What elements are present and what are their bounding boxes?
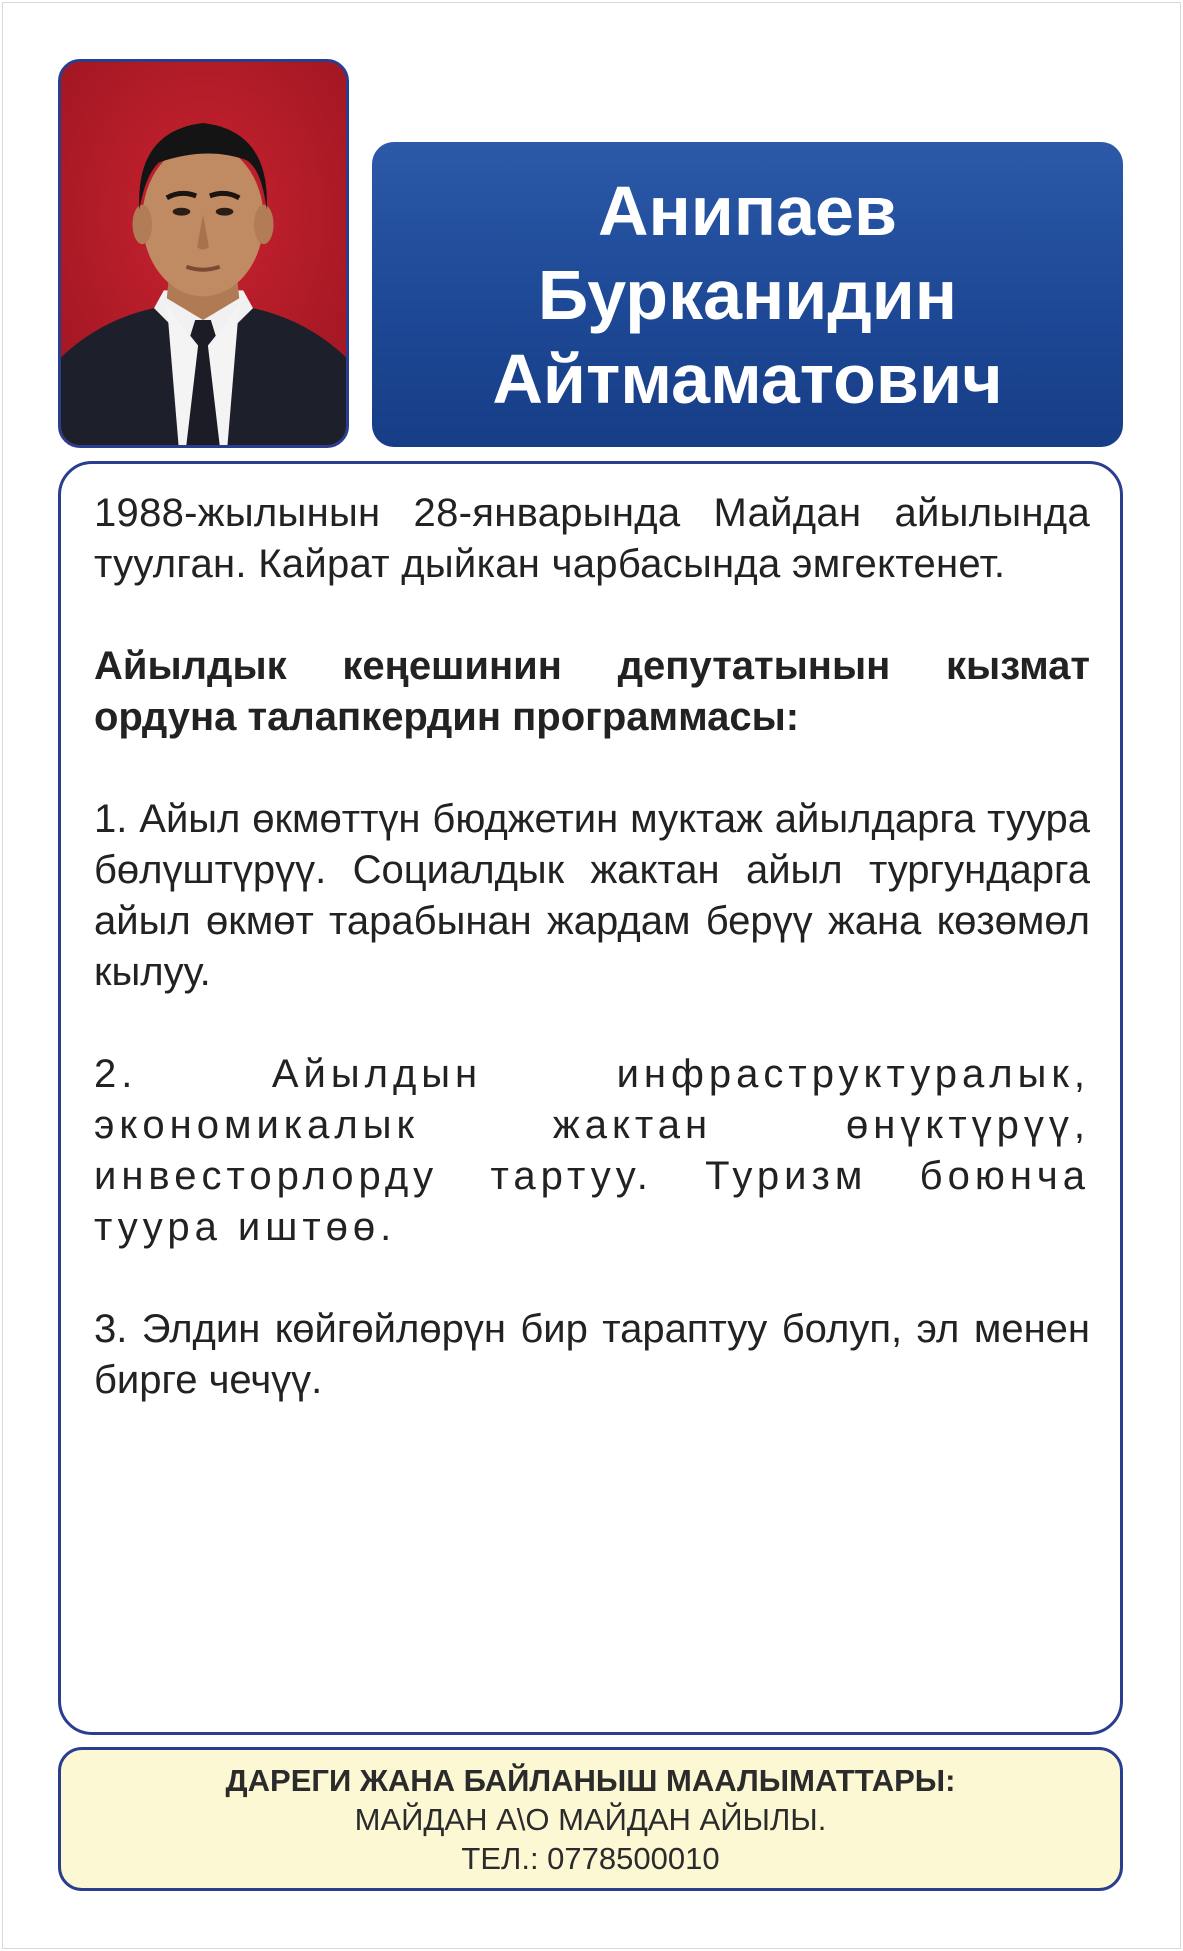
program-item-1: 1. Айыл өкмөттүн бюджетин муктаж айылдарга туура бөлүштүрүү. Социалдык жактан айыл тургундарга айыл өкмөт тарабынан жардам берүү жана көзөмөл кылуу. bbox=[94, 797, 1090, 994]
candidate-surname: Анипаев bbox=[597, 171, 898, 250]
candidate-name bbox=[492, 169, 1002, 421]
candidate-first-name: Бурканидин bbox=[537, 255, 958, 334]
contact-heading: ДАРЕГИ ЖАНА БАЙЛАНЫШ МААЛЫМАТТАРЫ: bbox=[225, 1762, 956, 1798]
contact-phone: ТЕЛ.: 0778500010 bbox=[461, 1840, 720, 1876]
contact-address: МАЙДАН А\О МАЙДАН АЙЫЛЫ. bbox=[354, 1801, 827, 1837]
candidate-photo bbox=[58, 59, 349, 448]
program-heading: Айылдык кеңешинин депутатынын кызмат ордуна талапкердин программасы: bbox=[94, 644, 1090, 739]
candidate-patronymic: Айтмаматович bbox=[492, 339, 1003, 418]
program-text bbox=[94, 488, 1090, 1457]
program-item-3: 3. Элдин көйгөйлөрүн бир тараптуу болуп, эл менен бирге чечүү. bbox=[94, 1307, 1090, 1402]
program-item-2: 2. Айылдын инфраструктуралык, экономикалык жактан өнүктүрүү, инвесторлорду тартуу. Туризм боюнча туура иштөө. bbox=[94, 1052, 1090, 1249]
candidate-portrait-image bbox=[61, 62, 346, 445]
contact-panel bbox=[58, 1747, 1123, 1891]
candidate-name-banner bbox=[372, 142, 1123, 447]
biography-text: 1988-жылынын 28-январында Майдан айылында туулган. Кайрат дыйкан чарбасында эмгектенет. bbox=[94, 491, 1090, 586]
